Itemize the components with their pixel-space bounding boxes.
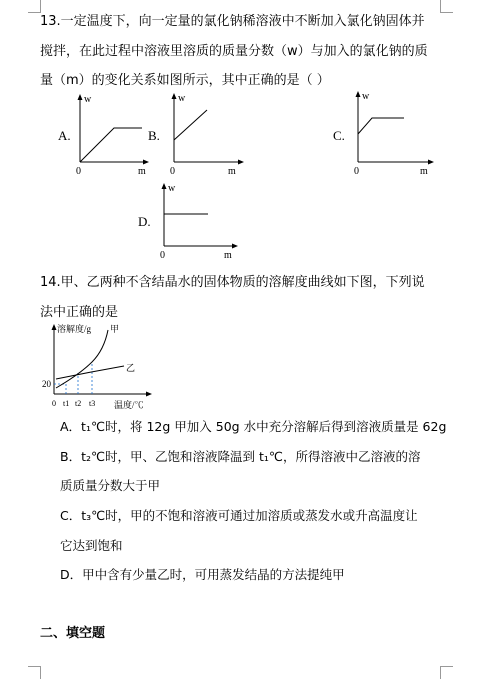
- chart-ytick-20: 20: [42, 379, 51, 389]
- chart-xtick-t3: t3: [89, 399, 96, 408]
- q13-option-c-label: C.: [333, 128, 345, 143]
- chart-xtick-0: 0: [52, 399, 56, 408]
- q13-line-3: 量（m）的变化关系如图所示，其中正确的是（ ）: [40, 73, 330, 88]
- q14-solubility-chart: [40, 322, 160, 414]
- q13-graph-d: [152, 178, 242, 264]
- chart-series-jia-curve: [56, 330, 108, 388]
- chart-xlabel: 温度/℃: [114, 400, 144, 410]
- q13-graph-c: [348, 86, 438, 180]
- corner-mark-bottom-right: [440, 666, 453, 679]
- q13-graph-c-m: m: [420, 166, 428, 177]
- q13-graph-c-origin: 0: [354, 166, 359, 177]
- q14-line-2: 法中正确的是: [40, 305, 119, 320]
- q13-graph-d-w: w: [168, 183, 176, 194]
- q14-line-1: 14.甲、乙两种不含结晶水的固体物质的溶解度曲线如下图，下列说: [40, 275, 425, 290]
- q14-option-c-line2: 它达到饱和: [60, 538, 123, 553]
- q13-graph-a-m: m: [138, 166, 146, 177]
- q14-option-d: D．甲中含有少量乙时，可用蒸发结晶的方法提纯甲: [60, 567, 345, 582]
- q13-option-b-label: B.: [148, 128, 160, 143]
- q14-option-b-line1: B．t₂℃时，甲、乙饱和溶液降温到 t₁℃，所得溶液中乙溶液的溶: [60, 449, 421, 464]
- section-heading-fill-in: 二、填空题: [40, 626, 106, 641]
- chart-series-yi-label: 乙: [126, 363, 136, 373]
- chart-xtick-t2: t2: [75, 399, 82, 408]
- corner-mark-top-right: [440, 0, 453, 13]
- q13-graph-b: [162, 88, 247, 180]
- q14-option-a: A．t₁℃时，将 12g 甲加入 50g 水中充分溶解后得到溶液质量是 62g: [60, 419, 447, 434]
- q13-line-2: 搅拌，在此过程中溶液里溶质的质量分数（w）与加入的氯化钠的质: [40, 44, 428, 59]
- chart-xtick-t1: t1: [63, 399, 70, 408]
- q14-option-b-line2: 质质量分数大于甲: [60, 478, 161, 493]
- q13-line-1: 13.一定温度下，向一定量的氯化钠稀溶液中不断加入氯化钠固体并: [40, 14, 425, 29]
- q13-graph-b-origin: 0: [170, 166, 175, 177]
- q13-graph-d-m: m: [224, 250, 232, 261]
- q13-graph-a: [70, 90, 150, 180]
- q13-graph-c-w: w: [362, 91, 370, 102]
- corner-mark-bottom-left: [28, 666, 41, 679]
- q13-option-a-label: A.: [58, 128, 71, 143]
- q13-graph-d-origin: 0: [160, 250, 165, 261]
- q13-option-d-label: D.: [138, 214, 151, 229]
- q13-graph-b-m: m: [228, 166, 236, 177]
- chart-series-yi-curve: [56, 366, 124, 379]
- chart-series-jia-label: 甲: [110, 324, 120, 334]
- q13-graph-a-origin: 0: [76, 166, 81, 177]
- q14-option-c-line1: C．t₃℃时，甲的不饱和溶液可通过加溶质或蒸发水或升高温度让: [60, 508, 418, 523]
- q13-graph-a-w: w: [84, 94, 92, 105]
- q13-graph-b-w: w: [178, 93, 186, 104]
- chart-ylabel: 溶解度/g: [57, 324, 92, 334]
